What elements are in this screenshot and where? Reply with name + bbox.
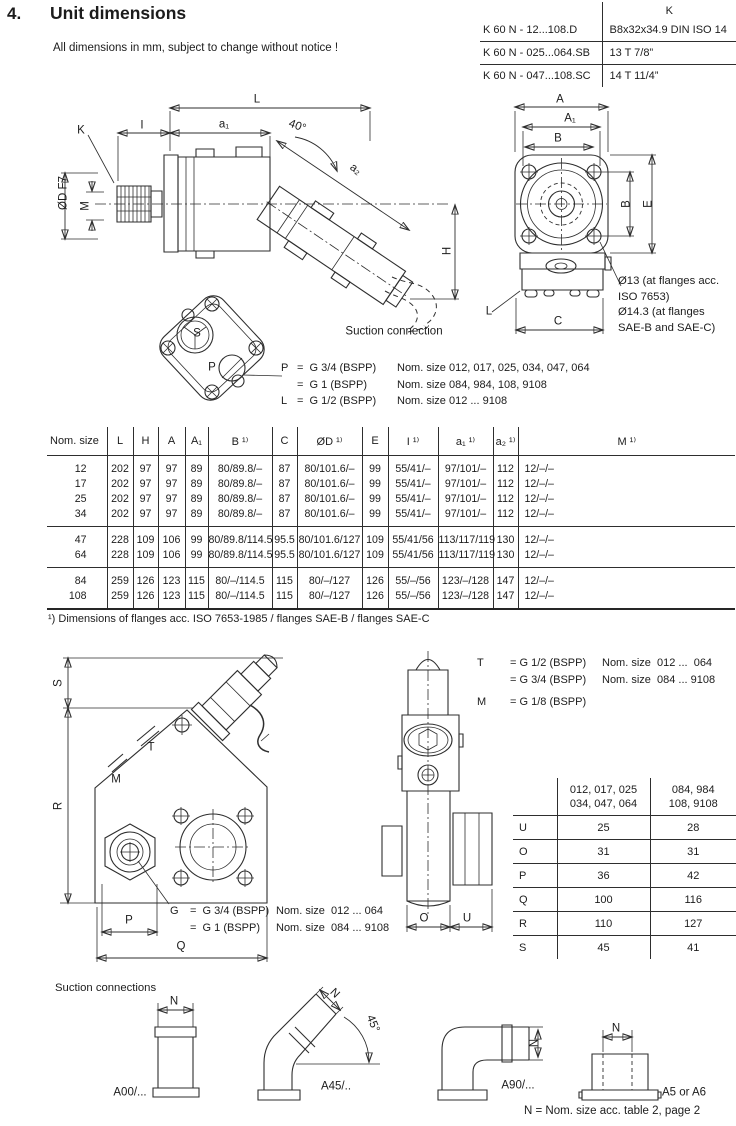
dim-cell: 126 (362, 568, 388, 589)
port-label-S: S (193, 327, 201, 340)
dim-table-header: H (133, 427, 158, 456)
dim-cell: 99 (185, 527, 208, 548)
dim-cell: 87 (272, 491, 297, 506)
dim-label-N-a5: N (611, 1022, 621, 1035)
port-value-small: 45 (557, 936, 650, 960)
legend-key: G (170, 905, 179, 917)
dim-cell: 147 (493, 588, 518, 609)
dim-cell: 202 (107, 506, 133, 527)
port-value-small: 110 (557, 912, 650, 936)
dim-cell: 115 (272, 588, 297, 609)
dim-label-E: E (642, 200, 655, 208)
dim-cell: 80/89.8/114.5 (208, 547, 272, 568)
legend-row (170, 903, 389, 920)
col1-header-line2: 034, 047, 064 (569, 797, 638, 810)
dim-table-header: A (158, 427, 185, 456)
dim-table-header: L (107, 427, 133, 456)
dim-label-R: R (52, 801, 65, 811)
dim-cell: 97 (133, 506, 158, 527)
dim-table-row (47, 588, 735, 609)
dim-cell: 112 (493, 476, 518, 491)
dim-cell: 12/–/– (518, 588, 735, 609)
dim-cell: 80/101.6/– (297, 506, 362, 527)
ports-table-col2-header (650, 778, 736, 816)
suction-port-legend (281, 360, 590, 410)
dim-cell: 55/41/– (388, 491, 438, 506)
port-row-label: O (513, 840, 557, 864)
legend-spec: = G 3/4 (BSPP) (510, 673, 587, 686)
dim-cell: 80/89.8/– (208, 506, 272, 527)
port-label-M: M (111, 773, 121, 786)
shaft-table-row (480, 19, 736, 42)
port-row-label: R (513, 912, 557, 936)
shaft-model: K 60 N - 025...064.SB (480, 42, 602, 65)
dim-table-row (47, 491, 735, 506)
dim-cell: 147 (493, 568, 518, 589)
dim-cell: 80/–/114.5 (208, 588, 272, 609)
hole-note-line: ISO 7653) (618, 290, 670, 303)
dim-cell: 130 (493, 527, 518, 548)
dim-cell: 89 (185, 491, 208, 506)
dim-table-row (47, 456, 735, 477)
shaft-table-row (480, 42, 736, 65)
dim-cell: 47 (47, 527, 107, 548)
shaft-key-value: B8x32x34.9 DIN ISO 14 (602, 19, 736, 42)
dim-cell: 109 (362, 527, 388, 548)
dim-cell: 99 (362, 476, 388, 491)
shaft-model: K 60 N - 12...108.D (480, 19, 602, 42)
shaft-table-row (480, 65, 736, 88)
dim-label-M: M (79, 201, 92, 211)
dim-label-H: H (441, 246, 454, 256)
dim-cell: 12/–/– (518, 568, 735, 589)
dim-cell: 99 (185, 547, 208, 568)
dim-cell: 80/101.6/– (297, 456, 362, 477)
port-value-large: 28 (650, 816, 736, 840)
port-value-large: 127 (650, 912, 736, 936)
dim-cell: 80/89.8/– (208, 456, 272, 477)
port-label-P: P (208, 361, 216, 374)
dim-label-K: K (77, 124, 85, 137)
hole-note-line: Ø14.3 (at flanges (618, 306, 705, 318)
dim-cell: 202 (107, 456, 133, 477)
dim-cell: 34 (74, 507, 87, 520)
dim-cell: 115 (185, 588, 208, 609)
dim-cell: 123 (158, 588, 185, 609)
dim-cell: 97/101/– (438, 491, 493, 506)
col1-header-line1: 012, 017, 025 (569, 783, 638, 796)
suction-a00-label: A00/... (113, 1086, 147, 1099)
shaft-key-value: 14 T 11/4” (602, 65, 736, 88)
suction-connections-title: Suction connections (55, 982, 157, 994)
dim-cell: 80/101.6/127 (297, 527, 362, 548)
port-value-small: 36 (557, 864, 650, 888)
ports-table-row (513, 888, 736, 912)
port-value-large: 116 (650, 888, 736, 912)
dim-cell: 55/41/56 (388, 547, 438, 568)
dim-label-B-side: B (620, 200, 633, 208)
dim-cell: 17 (74, 477, 87, 490)
dim-cell: 80/101.6/– (297, 491, 362, 506)
dim-table-header: B ¹⁾ (208, 427, 272, 456)
dim-cell: 12/–/– (518, 476, 735, 491)
dim-cell: 89 (185, 506, 208, 527)
port-row-label: S (519, 941, 527, 954)
legend-spec: = G 1/2 (BSPP) (297, 395, 377, 407)
legend-key (281, 377, 297, 394)
shaft-model: K 60 N - 047...108.SC (483, 70, 591, 82)
legend-key: M (477, 696, 487, 708)
dim-cell: 55/–/56 (388, 568, 438, 589)
tm-port-legend (477, 655, 715, 711)
dim-label-Q: Q (176, 940, 186, 953)
dim-label-P: P (125, 914, 133, 927)
ports-table-row (513, 864, 736, 888)
port-value-small: 31 (557, 840, 650, 864)
dim-cell: 89 (185, 476, 208, 491)
dim-cell: 123 (158, 568, 185, 589)
legend-row (281, 393, 590, 410)
dim-label-45deg: 45° (363, 1013, 382, 1035)
dim-label-S: S (52, 679, 65, 687)
legend-row (281, 360, 590, 377)
dim-cell: 113/117/119 (438, 527, 493, 548)
dim-cell: 80/89.8/– (208, 491, 272, 506)
dim-table-header: Nom. size (47, 427, 107, 456)
dim-cell: 55/41/– (388, 506, 438, 527)
dim-table-row (47, 527, 735, 548)
ports-table-row (513, 936, 736, 960)
suction-connection-label: Suction connection (345, 325, 443, 338)
dim-label-N-a45: N (327, 986, 342, 1001)
port-row-label: P (513, 864, 557, 888)
legend-row (477, 672, 715, 689)
legend-spec: = G 3/4 (BSPP) (297, 362, 377, 374)
dim-cell: 12/–/– (518, 506, 735, 527)
dim-cell: 259 (107, 568, 133, 589)
dim-label-40deg: 40° (287, 117, 308, 135)
dim-cell: 95.5 (272, 547, 297, 568)
dim-cell: 115 (185, 568, 208, 589)
dim-cell: 80/101.6/– (297, 476, 362, 491)
dim-cell: 126 (133, 588, 158, 609)
dim-cell: 12/–/– (518, 527, 735, 548)
dim-label-L: L (253, 93, 261, 106)
suction-a90-label: A90/... (501, 1079, 535, 1092)
dim-cell: 97/101/– (438, 506, 493, 527)
dim-table-header: I ¹⁾ (388, 427, 438, 456)
dim-cell: 84 (47, 568, 107, 589)
legend-spec: = G 1 (BSPP) (190, 921, 260, 934)
dim-cell: 97 (133, 476, 158, 491)
dim-cell: 97/101/– (438, 476, 493, 491)
dim-cell: 12/–/– (518, 456, 735, 477)
legend-row (281, 377, 590, 394)
dim-cell: 108 (68, 589, 87, 602)
dim-cell: 126 (133, 568, 158, 589)
dim-label-O: O (419, 912, 429, 925)
hole-note-line: Ø13 (at flanges acc. (618, 275, 720, 287)
shaft-table-blank (480, 2, 602, 19)
dim-table-header-row (47, 427, 735, 456)
dim-cell: 109 (362, 547, 388, 568)
dim-cell: 112 (493, 456, 518, 477)
dim-table-header: a₁ ¹⁾ (438, 427, 493, 456)
dim-cell: 97 (133, 491, 158, 506)
ports-table-col1-header (557, 778, 650, 816)
legend-key (170, 920, 190, 937)
dim-table-header: ØD ¹⁾ (297, 427, 362, 456)
dim-cell: 80/101.6/127 (297, 547, 362, 568)
dim-cell: 87 (272, 456, 297, 477)
col2-header-line1: 084, 984 (671, 783, 715, 796)
ports-table-row (513, 816, 736, 840)
dim-cell: 80/–/114.5 (208, 568, 272, 589)
dim-cell: 99 (362, 491, 388, 506)
shaft-table-k-header: K (602, 2, 736, 19)
dim-cell: 112 (493, 506, 518, 527)
dim-label-A1: A₁ (564, 112, 576, 125)
dim-cell: 89 (185, 456, 208, 477)
dim-cell: 12/–/– (518, 491, 735, 506)
dim-label-L2: L (485, 305, 493, 318)
dim-cell: 97 (158, 506, 185, 527)
dim-cell: 97 (158, 476, 185, 491)
dim-cell: 97 (158, 491, 185, 506)
legend-sizes: Nom. size 012 ... 064 (602, 657, 713, 669)
dim-cell: 126 (362, 588, 388, 609)
dim-table-row (47, 506, 735, 527)
dim-table-header: a₂ ¹⁾ (493, 427, 518, 456)
dim-label-C: C (553, 315, 563, 328)
legend-row (477, 694, 715, 711)
dim-cell: 97 (158, 456, 185, 477)
dim-table-header: C (272, 427, 297, 456)
section-number: 4. (7, 4, 22, 23)
suction-a5-label: A5 or A6 (661, 1086, 707, 1099)
dim-label-N-a90: N (525, 1038, 538, 1048)
port-row-label: U (513, 816, 557, 840)
dim-cell: 99 (362, 506, 388, 527)
dim-cell: 80/–/127 (297, 588, 362, 609)
dim-cell: 97/101/– (438, 456, 493, 477)
dim-table-header: E (362, 427, 388, 456)
legend-sizes: Nom. size 012, 017, 025, 034, 047, 064 (397, 362, 590, 374)
dim-cell: 12 (74, 462, 87, 475)
port-value-large: 42 (650, 864, 736, 888)
dim-table-header: M ¹⁾ (518, 427, 735, 456)
dim-cell: 99 (362, 456, 388, 477)
dim-cell: 97 (133, 456, 158, 477)
unit-dimensions-table (47, 427, 735, 610)
dim-cell: 112 (493, 491, 518, 506)
dim-cell: 55/41/56 (388, 527, 438, 548)
page-title: Unit dimensions (50, 3, 187, 23)
port-value-small: 100 (557, 888, 650, 912)
port-dimensions-table (513, 778, 736, 959)
dim-cell: 55/–/56 (388, 588, 438, 609)
g-port-legend (170, 903, 389, 936)
dim-label-U: U (462, 912, 472, 925)
dim-cell: 80/–/127 (297, 568, 362, 589)
dim-cell: 80/89.8/– (208, 476, 272, 491)
dim-cell: 87 (272, 506, 297, 527)
legend-key (477, 672, 510, 689)
hole-note-line: SAE-B and SAE-C) (618, 321, 716, 334)
port-value-large: 31 (650, 840, 736, 864)
dim-cell: 25 (74, 492, 87, 505)
legend-row (477, 655, 715, 672)
dim-cell: 113/117/119 (438, 547, 493, 568)
legend-spec: = G 1/8 (BSPP) (510, 696, 587, 708)
dim-label-dD-F7: ØD F7 (57, 176, 70, 210)
dim-table-header: A₁ (185, 427, 208, 456)
dim-cell: 259 (107, 588, 133, 609)
dim-cell: 123/–/128 (438, 588, 493, 609)
legend-sizes: Nom. size 084 ... 9108 (276, 921, 390, 934)
dim-cell: 115 (272, 568, 297, 589)
suction-a45-label: A45/.. (320, 1080, 352, 1093)
dim-label-I: I (140, 119, 144, 132)
dim-cell: 109 (133, 527, 158, 548)
dim-cell: 228 (107, 547, 133, 568)
dim-label-A: A (556, 93, 564, 106)
dim-table-row (47, 476, 735, 491)
legend-key: T (477, 657, 484, 669)
flange-footnote: ¹) Dimensions of flanges acc. ISO 7653-1985 / flanges SAE-B / flanges SAE-C (48, 613, 430, 625)
legend-sizes: Nom. size 084, 984, 108, 9108 (397, 378, 547, 391)
legend-spec: = G 3/4 (BSPP) (190, 905, 270, 917)
ports-table-row (513, 912, 736, 936)
dim-cell: 87 (272, 476, 297, 491)
dim-table-row (47, 547, 735, 568)
nom-size-note: N = Nom. size acc. table 2, page 2 (524, 1105, 701, 1117)
dim-cell: 130 (493, 547, 518, 568)
dim-cell: 95.5 (272, 527, 297, 548)
dim-label-B-top: B (554, 132, 562, 145)
port-value-large: 41 (650, 936, 736, 960)
dim-cell: 106 (158, 547, 185, 568)
dim-table-row (47, 568, 735, 589)
legend-sizes: Nom. size 012 ... 9108 (397, 395, 508, 407)
flange-hole-note (618, 274, 719, 336)
dim-cell: 64 (74, 548, 87, 561)
legend-row (170, 920, 389, 937)
ports-table-blank (513, 778, 557, 816)
shaft-spline-table (480, 2, 736, 87)
legend-key: L (281, 395, 288, 407)
port-label-T: T (147, 741, 155, 754)
dim-cell: 12/–/– (518, 547, 735, 568)
dim-cell: 55/41/– (388, 456, 438, 477)
shaft-key-value: 13 T 7/8” (602, 42, 736, 65)
ports-table-row (513, 840, 736, 864)
legend-spec: = G 1 (BSPP) (297, 378, 367, 391)
legend-spec: = G 1/2 (BSPP) (510, 657, 587, 669)
dim-cell: 106 (158, 527, 185, 548)
col2-header-line2: 108, 9108 (668, 797, 718, 810)
port-row-label: Q (513, 888, 557, 912)
dim-cell: 80/89.8/114.5 (208, 527, 272, 548)
legend-key: P (281, 362, 289, 374)
dim-label-a2: a₂ (347, 161, 364, 178)
dim-cell: 228 (107, 527, 133, 548)
dim-cell: 202 (107, 491, 133, 506)
dim-cell: 202 (107, 476, 133, 491)
legend-sizes: Nom. size 084 ... 9108 (602, 673, 716, 686)
dim-cell: 55/41/– (388, 476, 438, 491)
dim-label-N-a00: N (169, 995, 179, 1008)
suction-a00-drawing (142, 995, 214, 1101)
dim-cell: 109 (133, 547, 158, 568)
port-value-small: 25 (557, 816, 650, 840)
legend-sizes: Nom. size 012 ... 064 (276, 905, 383, 917)
dimensions-note: All dimensions in mm, subject to change without notice ! (53, 42, 339, 54)
dim-label-a1: a₁ (218, 118, 230, 131)
dim-cell: 123/–/128 (438, 568, 493, 589)
